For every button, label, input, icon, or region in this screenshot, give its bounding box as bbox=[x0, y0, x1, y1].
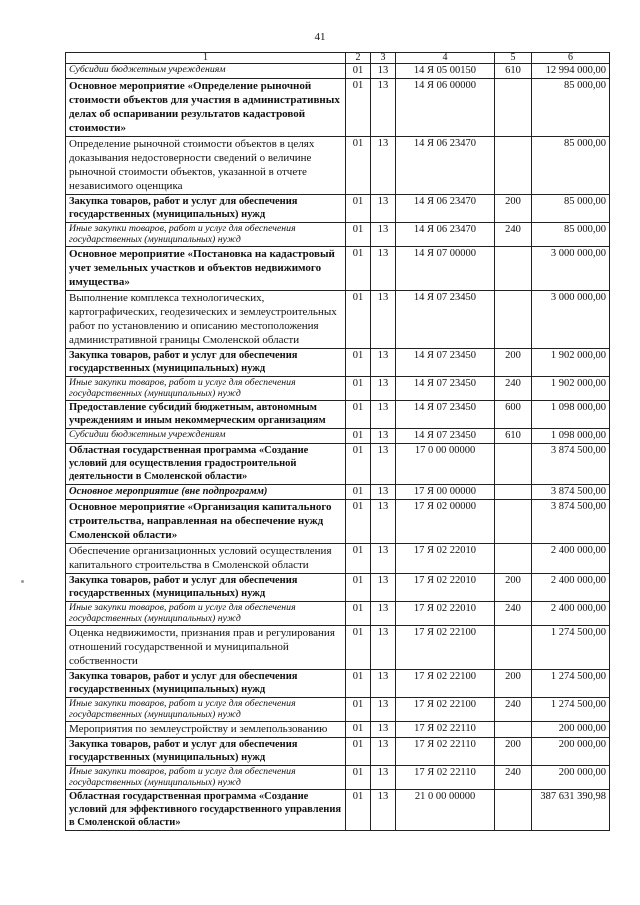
column-header: 3 bbox=[371, 53, 396, 64]
cell-sum: 3 874 500,00 bbox=[532, 485, 610, 500]
cell-csr: 14 Я 07 23450 bbox=[396, 429, 495, 444]
cell-sec: 01 bbox=[346, 64, 371, 79]
cell-csr: 14 Я 06 23470 bbox=[396, 223, 495, 247]
cell-sec: 01 bbox=[346, 544, 371, 574]
cell-vr bbox=[495, 137, 532, 195]
cell-vr: 240 bbox=[495, 698, 532, 722]
cell-vr: 200 bbox=[495, 195, 532, 223]
cell-name: Определение рыночной стоимости объектов в целях доказывания недостоверности сведений о величине рыночной стоимости объектов, указанной в отчете независимого оценщика bbox=[66, 137, 346, 195]
cell-sec: 01 bbox=[346, 291, 371, 349]
column-header: 5 bbox=[495, 53, 532, 64]
cell-csr: 17 Я 00 00000 bbox=[396, 485, 495, 500]
cell-name: Основное мероприятие «Определение рыночной стоимости объектов для участия в административных делах об оспаривании результатов кадастровой стоимости» bbox=[66, 79, 346, 137]
cell-csr: 17 Я 02 22100 bbox=[396, 698, 495, 722]
table-row bbox=[66, 195, 610, 223]
cell-csr: 14 Я 06 23470 bbox=[396, 137, 495, 195]
cell-name: Основное мероприятие «Организация капитального строительства, направленная на обеспечение нужд Смоленской области» bbox=[66, 500, 346, 544]
cell-sum: 2 400 000,00 bbox=[532, 544, 610, 574]
cell-csr: 14 Я 07 23450 bbox=[396, 349, 495, 377]
cell-sub: 13 bbox=[371, 291, 396, 349]
cell-name: Областная государственная программа «Создание условий для осуществления градостроительной деятельности в Смоленской области» bbox=[66, 444, 346, 485]
cell-vr: 240 bbox=[495, 223, 532, 247]
cell-sub: 13 bbox=[371, 544, 396, 574]
cell-csr: 17 Я 02 22100 bbox=[396, 626, 495, 670]
cell-vr: 200 bbox=[495, 574, 532, 602]
table-row bbox=[66, 429, 610, 444]
cell-sub: 13 bbox=[371, 64, 396, 79]
cell-sec: 01 bbox=[346, 444, 371, 485]
cell-name: Областная государственная программа «Создание условий для эффективного государственного управления в Смоленской области» bbox=[66, 790, 346, 831]
cell-vr bbox=[495, 500, 532, 544]
table-body bbox=[66, 64, 610, 831]
cell-sec: 01 bbox=[346, 137, 371, 195]
table-row bbox=[66, 79, 610, 137]
budget-table bbox=[65, 52, 610, 831]
cell-vr: 600 bbox=[495, 401, 532, 429]
cell-sub: 13 bbox=[371, 349, 396, 377]
cell-name: Иные закупки товаров, работ и услуг для обеспечения государственных (муниципальных) нужд bbox=[66, 377, 346, 401]
cell-sub: 13 bbox=[371, 195, 396, 223]
cell-sum: 3 874 500,00 bbox=[532, 444, 610, 485]
cell-sec: 01 bbox=[346, 223, 371, 247]
cell-sec: 01 bbox=[346, 500, 371, 544]
cell-sec: 01 bbox=[346, 574, 371, 602]
cell-csr: 14 Я 07 23450 bbox=[396, 291, 495, 349]
cell-sub: 13 bbox=[371, 401, 396, 429]
cell-sum: 12 994 000,00 bbox=[532, 64, 610, 79]
table-row bbox=[66, 670, 610, 698]
table-row bbox=[66, 790, 610, 831]
cell-vr bbox=[495, 485, 532, 500]
cell-sec: 01 bbox=[346, 602, 371, 626]
cell-sub: 13 bbox=[371, 485, 396, 500]
cell-name: Основное мероприятие «Постановка на кадастровый учет земельных участков и объектов недвижимого имущества» bbox=[66, 247, 346, 291]
cell-vr: 240 bbox=[495, 602, 532, 626]
cell-csr: 17 Я 02 22110 bbox=[396, 766, 495, 790]
cell-vr bbox=[495, 247, 532, 291]
column-header: 6 bbox=[532, 53, 610, 64]
table-row bbox=[66, 349, 610, 377]
cell-sub: 13 bbox=[371, 626, 396, 670]
column-header: 2 bbox=[346, 53, 371, 64]
cell-sub: 13 bbox=[371, 377, 396, 401]
cell-sub: 13 bbox=[371, 500, 396, 544]
cell-name: Мероприятия по землеустройству и землепользованию bbox=[66, 722, 346, 738]
cell-csr: 17 Я 02 22100 bbox=[396, 670, 495, 698]
cell-vr bbox=[495, 291, 532, 349]
cell-sub: 13 bbox=[371, 574, 396, 602]
cell-sec: 01 bbox=[346, 429, 371, 444]
cell-sec: 01 bbox=[346, 790, 371, 831]
cell-sec: 01 bbox=[346, 349, 371, 377]
cell-sec: 01 bbox=[346, 766, 371, 790]
table-row bbox=[66, 444, 610, 485]
cell-sub: 13 bbox=[371, 247, 396, 291]
cell-name: Закупка товаров, работ и услуг для обеспечения государственных (муниципальных) нужд bbox=[66, 670, 346, 698]
cell-csr: 17 Я 02 22110 bbox=[396, 738, 495, 766]
table-row bbox=[66, 766, 610, 790]
cell-name: Иные закупки товаров, работ и услуг для обеспечения государственных (муниципальных) нужд bbox=[66, 602, 346, 626]
cell-vr bbox=[495, 544, 532, 574]
cell-sub: 13 bbox=[371, 79, 396, 137]
cell-sum: 85 000,00 bbox=[532, 79, 610, 137]
cell-sub: 13 bbox=[371, 602, 396, 626]
cell-sum: 200 000,00 bbox=[532, 738, 610, 766]
cell-sum: 387 631 390,98 bbox=[532, 790, 610, 831]
page-number: 41 bbox=[314, 31, 326, 43]
cell-name: Закупка товаров, работ и услуг для обеспечения государственных (муниципальных) нужд bbox=[66, 349, 346, 377]
table-row bbox=[66, 223, 610, 247]
cell-name: Основное мероприятие (вне подпрограмм) bbox=[66, 485, 346, 500]
table-row bbox=[66, 626, 610, 670]
cell-name: Иные закупки товаров, работ и услуг для обеспечения государственных (муниципальных) нужд bbox=[66, 698, 346, 722]
column-header: 1 bbox=[66, 53, 346, 64]
cell-sec: 01 bbox=[346, 698, 371, 722]
cell-vr bbox=[495, 790, 532, 831]
column-number-row bbox=[66, 53, 610, 64]
cell-csr: 14 Я 07 00000 bbox=[396, 247, 495, 291]
table-row bbox=[66, 137, 610, 195]
cell-name: Иные закупки товаров, работ и услуг для обеспечения государственных (муниципальных) нужд bbox=[66, 766, 346, 790]
column-header: 4 bbox=[396, 53, 495, 64]
cell-csr: 14 Я 07 23450 bbox=[396, 401, 495, 429]
cell-sec: 01 bbox=[346, 722, 371, 738]
cell-sum: 2 400 000,00 bbox=[532, 574, 610, 602]
cell-sec: 01 bbox=[346, 401, 371, 429]
cell-name: Иные закупки товаров, работ и услуг для обеспечения государственных (муниципальных) нужд bbox=[66, 223, 346, 247]
cell-sum: 3 874 500,00 bbox=[532, 500, 610, 544]
cell-sum: 3 000 000,00 bbox=[532, 291, 610, 349]
cell-csr: 17 Я 02 22010 bbox=[396, 602, 495, 626]
cell-sec: 01 bbox=[346, 79, 371, 137]
cell-csr: 17 Я 02 22110 bbox=[396, 722, 495, 738]
table-row bbox=[66, 574, 610, 602]
cell-sum: 1 274 500,00 bbox=[532, 626, 610, 670]
scan-mark bbox=[21, 580, 24, 583]
cell-vr bbox=[495, 722, 532, 738]
cell-sum: 200 000,00 bbox=[532, 766, 610, 790]
cell-vr: 240 bbox=[495, 377, 532, 401]
cell-sub: 13 bbox=[371, 670, 396, 698]
cell-csr: 17 0 00 00000 bbox=[396, 444, 495, 485]
table-row bbox=[66, 722, 610, 738]
table-row bbox=[66, 291, 610, 349]
cell-csr: 17 Я 02 22010 bbox=[396, 574, 495, 602]
cell-sub: 13 bbox=[371, 698, 396, 722]
cell-csr: 17 Я 02 22010 bbox=[396, 544, 495, 574]
cell-sum: 85 000,00 bbox=[532, 223, 610, 247]
cell-name: Закупка товаров, работ и услуг для обеспечения государственных (муниципальных) нужд bbox=[66, 738, 346, 766]
cell-vr: 610 bbox=[495, 429, 532, 444]
cell-name: Закупка товаров, работ и услуг для обеспечения государственных (муниципальных) нужд bbox=[66, 195, 346, 223]
table-row bbox=[66, 247, 610, 291]
cell-vr bbox=[495, 79, 532, 137]
cell-csr: 21 0 00 00000 bbox=[396, 790, 495, 831]
cell-csr: 14 Я 07 23450 bbox=[396, 377, 495, 401]
cell-sec: 01 bbox=[346, 377, 371, 401]
cell-sub: 13 bbox=[371, 223, 396, 247]
table-row bbox=[66, 377, 610, 401]
cell-sum: 85 000,00 bbox=[532, 195, 610, 223]
cell-sub: 13 bbox=[371, 137, 396, 195]
cell-sum: 1 098 000,00 bbox=[532, 429, 610, 444]
table-row bbox=[66, 500, 610, 544]
cell-name: Оценка недвижимости, признания прав и регулирования отношений государственной и муниципальной собственности bbox=[66, 626, 346, 670]
cell-sec: 01 bbox=[346, 485, 371, 500]
cell-csr: 14 Я 05 00150 bbox=[396, 64, 495, 79]
cell-sum: 1 274 500,00 bbox=[532, 670, 610, 698]
cell-sub: 13 bbox=[371, 738, 396, 766]
cell-sec: 01 bbox=[346, 626, 371, 670]
table-row bbox=[66, 738, 610, 766]
cell-sec: 01 bbox=[346, 195, 371, 223]
cell-sec: 01 bbox=[346, 738, 371, 766]
cell-sum: 1 274 500,00 bbox=[532, 698, 610, 722]
cell-sum: 1 902 000,00 bbox=[532, 377, 610, 401]
cell-name: Субсидии бюджетным учреждениям bbox=[66, 429, 346, 444]
cell-name: Предоставление субсидий бюджетным, автономным учреждениям и иным некоммерческим организациям bbox=[66, 401, 346, 429]
cell-csr: 14 Я 06 00000 bbox=[396, 79, 495, 137]
cell-name: Обеспечение организационных условий осуществления капитального строительства в Смоленской области bbox=[66, 544, 346, 574]
cell-name: Закупка товаров, работ и услуг для обеспечения государственных (муниципальных) нужд bbox=[66, 574, 346, 602]
cell-sum: 1 098 000,00 bbox=[532, 401, 610, 429]
cell-sub: 13 bbox=[371, 722, 396, 738]
cell-sub: 13 bbox=[371, 790, 396, 831]
cell-vr: 240 bbox=[495, 766, 532, 790]
cell-sum: 1 902 000,00 bbox=[532, 349, 610, 377]
cell-csr: 14 Я 06 23470 bbox=[396, 195, 495, 223]
cell-sec: 01 bbox=[346, 247, 371, 291]
cell-sum: 200 000,00 bbox=[532, 722, 610, 738]
cell-name: Субсидии бюджетным учреждениям bbox=[66, 64, 346, 79]
cell-csr: 17 Я 02 00000 bbox=[396, 500, 495, 544]
cell-vr: 200 bbox=[495, 670, 532, 698]
cell-sum: 85 000,00 bbox=[532, 137, 610, 195]
cell-vr: 610 bbox=[495, 64, 532, 79]
table-row bbox=[66, 485, 610, 500]
table-row bbox=[66, 698, 610, 722]
cell-sub: 13 bbox=[371, 766, 396, 790]
cell-vr: 200 bbox=[495, 349, 532, 377]
cell-name: Выполнение комплекса технологических, картографических, геодезических и землеустроительных работ по установлению и описанию местоположения административной границы Смоленской области bbox=[66, 291, 346, 349]
cell-sub: 13 bbox=[371, 429, 396, 444]
table-row bbox=[66, 401, 610, 429]
table-row bbox=[66, 602, 610, 626]
cell-vr bbox=[495, 444, 532, 485]
cell-sum: 2 400 000,00 bbox=[532, 602, 610, 626]
cell-sec: 01 bbox=[346, 670, 371, 698]
cell-sum: 3 000 000,00 bbox=[532, 247, 610, 291]
cell-vr bbox=[495, 626, 532, 670]
table-row bbox=[66, 64, 610, 79]
table-row bbox=[66, 544, 610, 574]
cell-sub: 13 bbox=[371, 444, 396, 485]
cell-vr: 200 bbox=[495, 738, 532, 766]
